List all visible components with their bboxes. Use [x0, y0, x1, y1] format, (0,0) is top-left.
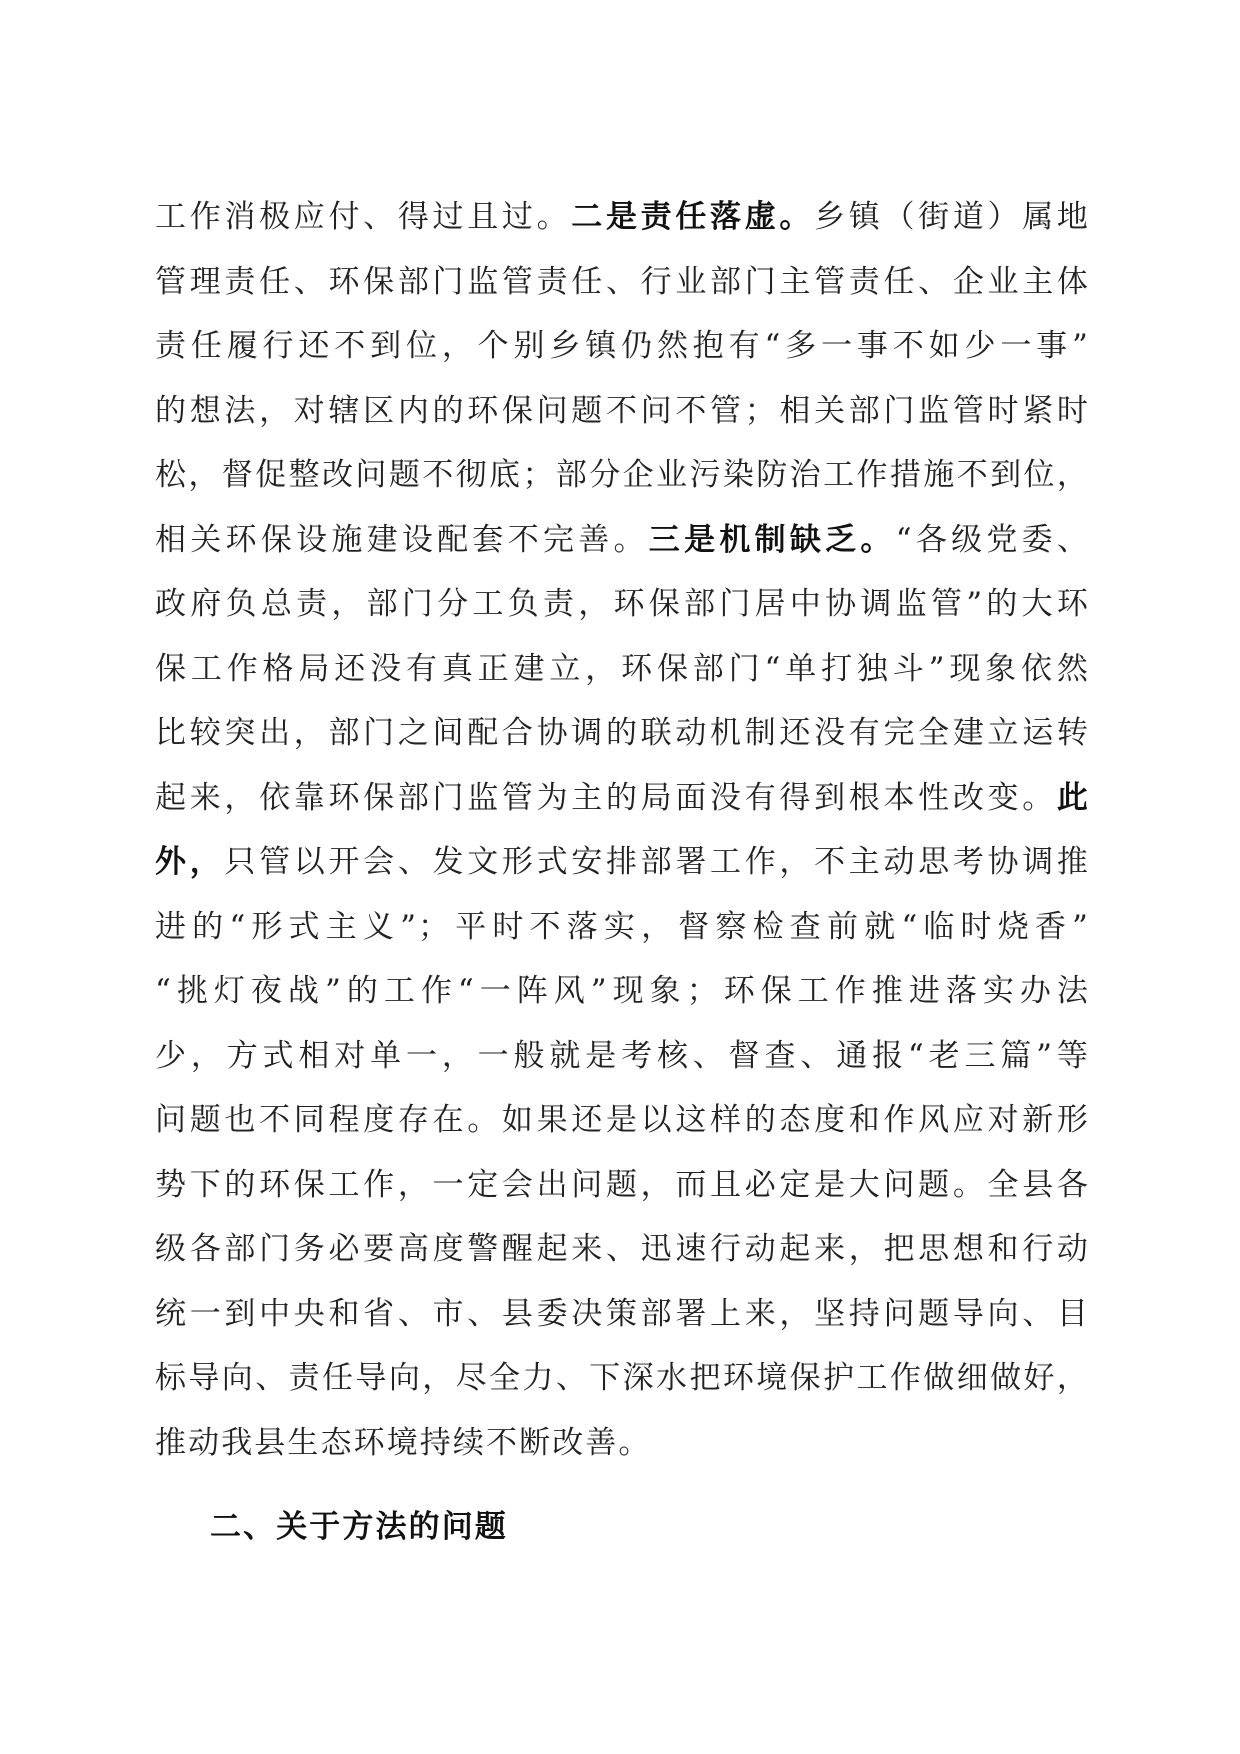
text-line: [155, 1411, 1090, 1476]
text-line: [155, 572, 1090, 637]
text-segment: 只管以开会、发文形式安排部署工作，不主动思考协调推: [224, 844, 1091, 880]
text-line: [155, 1346, 1090, 1411]
text-segment: 政府负总责，部门分工负责，环保部门居中协调监管”的大环: [155, 586, 1090, 622]
text-segment: 少，方式相对单一，一般就是考核、督查、通报“老三篇”等: [155, 1037, 1090, 1074]
text-line: [155, 508, 1090, 573]
text-line: [155, 314, 1090, 379]
text-line: [155, 185, 1090, 250]
text-segment: 比较突出，部门之间配合协调的联动机制还没有完全建立运转: [155, 715, 1090, 751]
text-segment: 统一到中央和省、市、县委决策部署上来，坚持问题导向、目: [155, 1295, 1090, 1332]
text-segment: 松，督促整改问题不彻底；部分企业污染防治工作措施不到位，: [155, 457, 1090, 493]
text-line: [155, 830, 1090, 895]
text-segment: 进的“形式主义”；平时不落实，督察检查前就“临时烧香”: [155, 908, 1090, 945]
text-line: [155, 959, 1090, 1024]
text-segment: 保工作格局还没有真正建立，环保部门“单打独斗”现象依然: [155, 650, 1090, 687]
bold-text-segment: 此: [1056, 779, 1090, 816]
text-line: [155, 1088, 1090, 1153]
text-segment: 推动我县生态环境持续不断改善。: [155, 1424, 652, 1461]
bold-text-segment: 二是责任落虚。: [571, 199, 815, 235]
text-line: [155, 701, 1090, 766]
text-segment: “挑灯夜战”的工作“一阵风”现象；环保工作推进落实办法: [155, 973, 1090, 1009]
text-line: [155, 443, 1090, 508]
text-line: [155, 1024, 1090, 1089]
text-segment: “各级党委、: [895, 521, 1091, 558]
text-line: [155, 895, 1090, 960]
section-heading: 二、关于方法的问题: [210, 1509, 508, 1545]
text-line: [155, 379, 1090, 444]
text-segment: 管理责任、环保部门监管责任、行业部门主管责任、企业主体: [155, 263, 1090, 300]
text-line: [155, 1153, 1090, 1218]
text-segment: 工作消极应付、得过且过。: [155, 199, 572, 235]
text-segment: 势下的环保工作，一定会出问题，而且必定是大问题。全县各: [155, 1166, 1090, 1203]
text-segment: 相关环保设施建设配套不完善。: [155, 521, 649, 558]
text-segment: 问题也不同程度存在。如果还是以这样的态度和作风应对新形: [155, 1102, 1090, 1138]
body-paragraph: [155, 185, 1090, 1475]
bold-text-segment: 三是机制缺乏。: [648, 521, 896, 558]
text-line: [155, 637, 1090, 702]
bold-text-segment: 外，: [155, 844, 225, 880]
text-segment: 的想法，对辖区内的环保问题不问不管；相关部门监管时紧时: [155, 392, 1090, 429]
text-segment: 乡镇（街道）属地: [814, 199, 1091, 235]
text-line: [155, 1282, 1090, 1347]
text-line: [155, 1217, 1090, 1282]
text-segment: 起来，依靠环保部门监管为主的局面没有得到根本性改变。: [155, 779, 1057, 816]
text-segment: 级各部门务必要高度警醒起来、迅速行动起来，把思想和行动: [155, 1231, 1090, 1267]
text-segment: 责任履行还不到位，个别乡镇仍然抱有“多一事不如少一事”: [155, 328, 1090, 364]
text-line: [155, 250, 1090, 315]
text-segment: 标导向、责任导向，尽全力、下深水把环境保护工作做细做好，: [155, 1360, 1090, 1396]
text-line: [155, 766, 1090, 831]
